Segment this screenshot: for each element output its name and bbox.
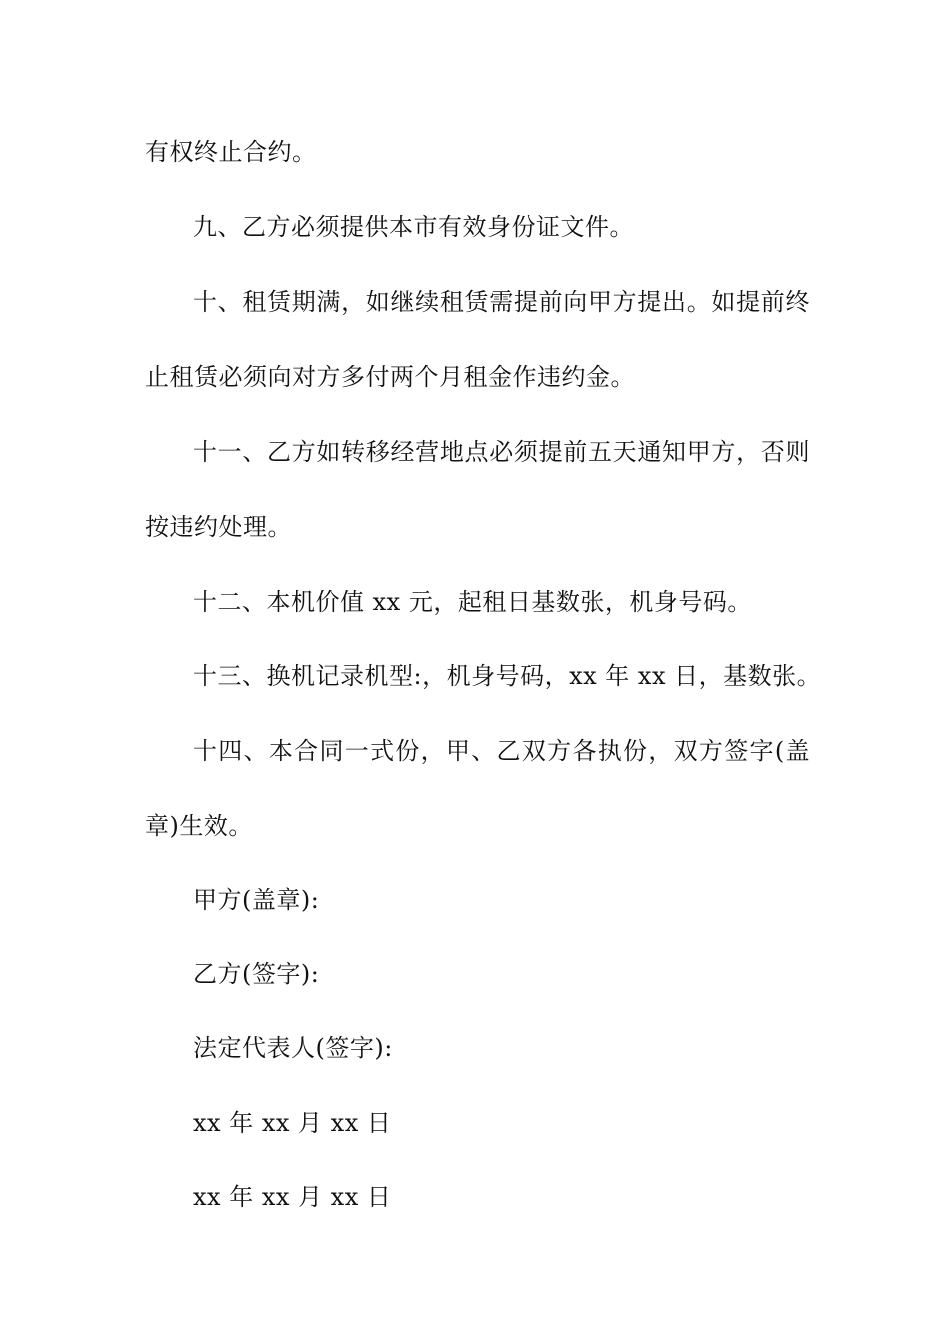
clause-14-line-2: 章)生效。 <box>145 812 253 840</box>
clause-9: 九、乙方必须提供本市有效身份证文件。 <box>193 213 634 241</box>
clause-11-line-1: 十一、乙方如转移经营地点必须提前五天通知甲方，否则 <box>193 438 810 466</box>
date-line-1: xx 年 xx 月 xx 日 <box>193 1109 392 1137</box>
clause-10-line-2: 止租赁必须向对方多付两个月租金作违约金。 <box>145 363 635 391</box>
clause-12: 十二、本机价值 xx 元，起租日基数张，机身号码。 <box>193 588 752 616</box>
clause-11-line-2: 按违约处理。 <box>145 513 292 541</box>
clause-14-line-1: 十四、本合同一式份，甲、乙双方各执份，双方签字(盖 <box>193 737 810 765</box>
clause-13: 十三、换机记录机型:，机身号码，xx 年 xx 日，基数张。 <box>193 662 822 690</box>
clause-10-line-1: 十、租赁期满，如继续租赁需提前向甲方提出。如提前终 <box>193 288 810 316</box>
party-b-signature: 乙方(签字): <box>193 960 320 988</box>
date-line-2: xx 年 xx 月 xx 日 <box>193 1183 392 1211</box>
party-a-seal: 甲方(盖章): <box>193 886 320 914</box>
text-line-termination-right: 有权终止合约。 <box>145 138 317 166</box>
legal-representative-signature: 法定代表人(签字): <box>193 1034 393 1062</box>
